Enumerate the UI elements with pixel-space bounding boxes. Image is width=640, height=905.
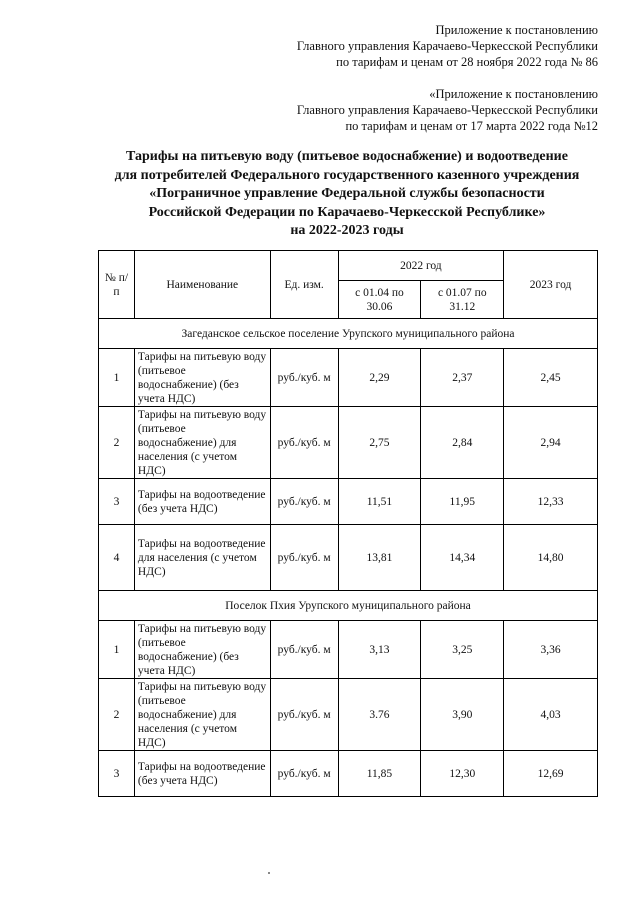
row-number: 2 (99, 407, 135, 479)
header-year-2022: 2022 год (338, 251, 504, 281)
row-value-2023: 2,45 (504, 349, 598, 407)
table-row (99, 679, 598, 751)
row-value-2023: 12,33 (504, 479, 598, 525)
table-row (99, 407, 598, 479)
row-number: 3 (99, 751, 135, 797)
appendix-line: «Приложение к постановлению (429, 87, 598, 101)
document-title (60, 148, 634, 241)
title-line: для потребителей Федерального государственного казенного учреждения (114, 167, 580, 183)
row-unit: руб./куб. м (270, 621, 338, 679)
row-value-period-1: 3.76 (338, 679, 421, 751)
row-value-period-2: 2,84 (421, 407, 504, 479)
table-row (99, 349, 598, 407)
row-name: Тарифы на питьевую воду (питьевое водоснабжение) (без учета НДС) (134, 349, 270, 407)
row-value-period-1: 11,51 (338, 479, 421, 525)
row-value-2023: 14,80 (504, 525, 598, 591)
row-name: Тарифы на питьевую воду (питьевое водоснабжение) для населения (с учетом НДС) (134, 679, 270, 751)
appendix-line: по тарифам и ценам от 17 марта 2022 года №12 (345, 119, 598, 133)
header-unit: Ед. изм. (270, 251, 338, 319)
row-name: Тарифы на водоотведение (без учета НДС) (134, 751, 270, 797)
row-value-period-2: 3,25 (421, 621, 504, 679)
row-value-period-2: 3,90 (421, 679, 504, 751)
table-row (99, 751, 598, 797)
appendix-line: Главного управления Карачаево-Черкесской Республики (296, 103, 598, 117)
row-unit: руб./куб. м (270, 407, 338, 479)
row-value-period-1: 2,75 (338, 407, 421, 479)
table-row (99, 621, 598, 679)
header-period-1: с 01.04 по 30.06 (338, 281, 421, 319)
row-number: 1 (99, 349, 135, 407)
row-value-2023: 4,03 (504, 679, 598, 751)
row-number: 1 (99, 621, 135, 679)
header-name: Наименование (134, 251, 270, 319)
row-value-period-1: 13,81 (338, 525, 421, 591)
scan-speck (268, 872, 270, 874)
appendix-note-current (297, 22, 598, 70)
row-value-2023: 2,94 (504, 407, 598, 479)
section-row (99, 591, 598, 621)
row-value-2023: 12,69 (504, 751, 598, 797)
row-value-2023: 3,36 (504, 621, 598, 679)
row-value-period-1: 11,85 (338, 751, 421, 797)
tariff-table (98, 250, 598, 797)
row-unit: руб./куб. м (270, 349, 338, 407)
title-line: Российской Федерации по Карачаево-Черкесской Республике» (148, 204, 546, 220)
row-value-period-1: 3,13 (338, 621, 421, 679)
row-name: Тарифы на водоотведение (без учета НДС) (134, 479, 270, 525)
row-value-period-2: 11,95 (421, 479, 504, 525)
header-number: № п/п (99, 251, 135, 319)
appendix-note-original (297, 86, 598, 134)
table-row (99, 525, 598, 591)
title-line: на 2022-2023 годы (290, 223, 404, 238)
row-number: 4 (99, 525, 135, 591)
row-value-period-2: 14,34 (421, 525, 504, 591)
section-row (99, 319, 598, 349)
row-number: 3 (99, 479, 135, 525)
header-period-2: с 01.07 по 31.12 (421, 281, 504, 319)
row-name: Тарифы на водоотведение для населения (с учетом НДС) (134, 525, 270, 591)
section-title: Загеданское сельское поселение Урупского муниципального района (99, 319, 598, 349)
row-unit: руб./куб. м (270, 479, 338, 525)
row-unit: руб./куб. м (270, 525, 338, 591)
row-name: Тарифы на питьевую воду (питьевое водоснабжение) (без учета НДС) (134, 621, 270, 679)
tariff-table-body (99, 319, 598, 797)
table-row (99, 479, 598, 525)
row-value-period-2: 2,37 (421, 349, 504, 407)
header-year-2023: 2023 год (504, 251, 598, 319)
title-line: «Пограничное управление Федеральной службы безопасности (149, 186, 545, 201)
appendix-line: Приложение к постановлению (435, 23, 598, 37)
row-number: 2 (99, 679, 135, 751)
title-line: Тарифы на питьевую воду (питьевое водоснабжение) и водоотведение (126, 149, 568, 164)
appendix-line: по тарифам и ценам от 28 ноября 2022 года № 86 (336, 55, 598, 69)
section-title: Поселок Пхия Урупского муниципального района (99, 591, 598, 621)
row-value-period-1: 2,29 (338, 349, 421, 407)
row-value-period-2: 12,30 (421, 751, 504, 797)
row-name: Тарифы на питьевую воду (питьевое водоснабжение) для населения (с учетом НДС) (134, 407, 270, 479)
appendix-line: Главного управления Карачаево-Черкесской Республики (296, 39, 598, 53)
row-unit: руб./куб. м (270, 751, 338, 797)
row-unit: руб./куб. м (270, 679, 338, 751)
